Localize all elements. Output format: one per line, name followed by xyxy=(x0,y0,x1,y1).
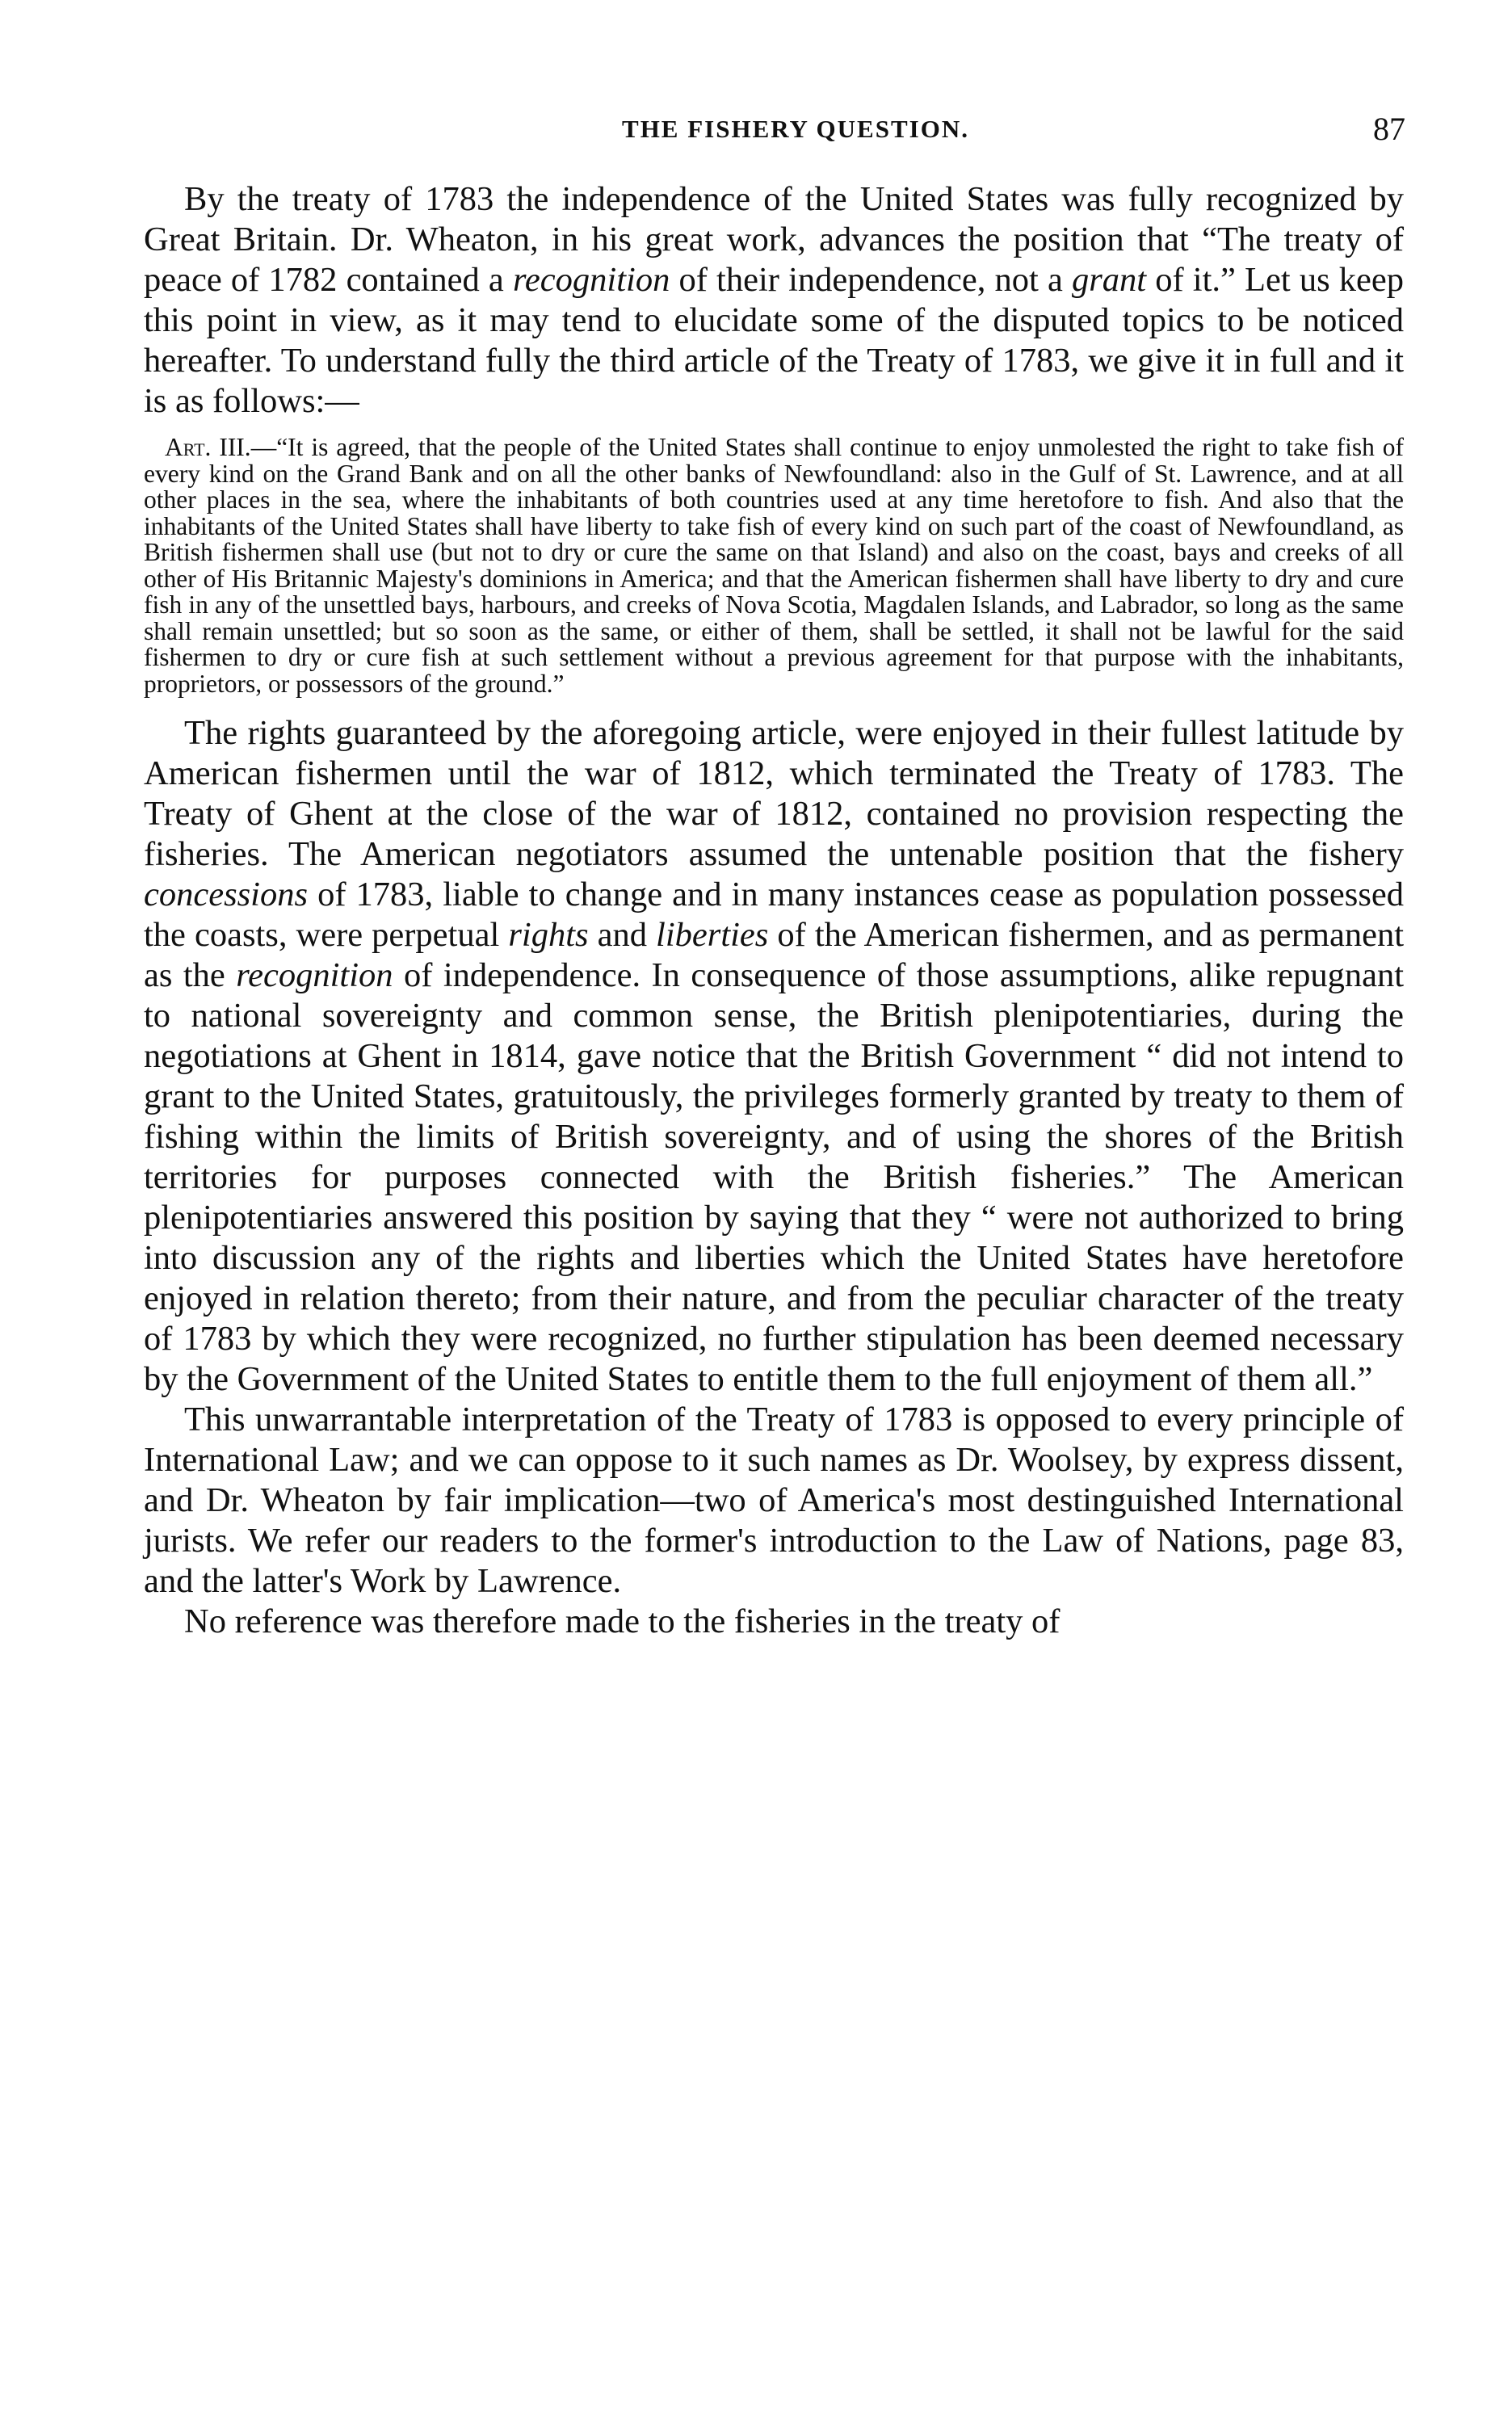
emphasis-recognition: recognition xyxy=(512,261,670,299)
text-run: By the treaty of 1783 the independence of the United States was fully recognized by Great Britain. Dr. Wheaton, in his great work, advances the position that “The treaty of peace of 1782 contained a xyxy=(144,180,1404,299)
text-run: of it.” Let us keep this point in view, as it may tend to elucidate some of the disputed topics to be noticed hereafter. To understand fully the third article of the Treaty of 1783, we give it in full and it is as follows:— xyxy=(144,261,1405,420)
emphasis-concessions: concessions xyxy=(144,876,309,913)
running-head xyxy=(186,111,1405,163)
emphasis-liberties: liberties xyxy=(656,916,769,954)
text-run: The rights guaranteed by the aforegoing article, were enjoyed in their fullest latitude by American fishermen until the war of 1812, which terminated the Treaty of 1783. The Treaty of Ghent at the close of the war of 1812, contained no provision respecting the fisheries. The American negotiators assumed the untenable position that the fishery xyxy=(144,714,1404,873)
emphasis-rights: rights xyxy=(508,916,589,954)
text-run: of independence. In consequence of those assumptions, alike repugnant to national sovereignty and common sense, the British plenipotentiaries, during the negotiations at Ghent in 1814, gave notice that the British Government “ did not intend to grant to the United States, gratuitously, the privileges formerly granted by treaty to them of fishing within the limits of British sovereignty, and of using the shores of the British territories for purposes connected with the British fisheries.” The American plenipotentiaries answered this position by saying that they “ were not authorized to bring into discussion any of the rights and liberties which the United States have heretofore enjoyed in relation thereto; from their nature, and from the peculiar character of the treaty of 1783 by which they were recognized, no further stipulation has been deemed necessary by the Government of the United States to entitle them to the full enjoyment of them all.” xyxy=(144,956,1404,1398)
emphasis-grant: grant xyxy=(1071,261,1147,299)
article-text: —“It is agreed, that the people of the United States shall continue to enjoy unmolested the right to take fish of every kind on the Grand Bank and on all the other banks of Newfoundland: also in the Gulf of St. Lawrence, and at all other places in the sea, where the inhabitants of both countries used at any time heretofore to fish. And also that the inhabitants of the United States shall have liberty to take fish of every kind on such part of the coast of Newfoundland, as British fishermen shall use (but not to dry or cure the same on that Island) and also on the coast, bays and creeks of all other of His Britannic Majesty's dominions in America; and that the American fishermen shall have liberty to dry and cure fish in any of the unsettled bays, harbours, and creeks of Nova Scotia, Magdalen Islands, and Labrador, so long as the same shall remain unsettled; but so soon as the same, or either of them, shall be settled, it shall not be lawful for the said fishermen to dry or cure fish at such settlement without a previous agreement for that purpose with the inhabitants, proprietors, or possessors of the ground.” xyxy=(144,433,1404,698)
text-run: and xyxy=(588,916,657,954)
page-number: 87 xyxy=(1373,111,1405,147)
body-text xyxy=(144,179,1404,1642)
running-title: THE FISHERY QUESTION. xyxy=(622,115,969,143)
paragraph-rights-guaranteed xyxy=(144,713,1404,1400)
quoted-article-iii xyxy=(144,435,1404,697)
text-run: of the American fishermen, and as permanent as the xyxy=(144,916,1404,994)
paragraph-no-reference: No reference was therefore made to the fisheries in the treaty of xyxy=(184,1602,1060,1640)
paragraph-treaty-1783 xyxy=(144,179,1404,422)
paragraph-unwarrantable-interpretation: This unwarrantable interpretation of the Treaty of 1783 is opposed to every principle of International Law; and we can oppose to it such names as Dr. Woolsey, by express dissent, and Dr. Wheaton by fair implication—two of America's most destinguished International jurists. We refer our readers to the former's introduction to the Law of Nations, page 83, and the latter's Work by Lawrence. xyxy=(144,1401,1404,1600)
text-run: of 1783, liable to change and in many instances cease as population possessed the coasts, were perpetual xyxy=(144,876,1404,954)
article-label: Art. III. xyxy=(165,433,251,461)
text-run: of their independence, not a xyxy=(670,261,1072,299)
emphasis-recognition: recognition xyxy=(236,956,393,994)
